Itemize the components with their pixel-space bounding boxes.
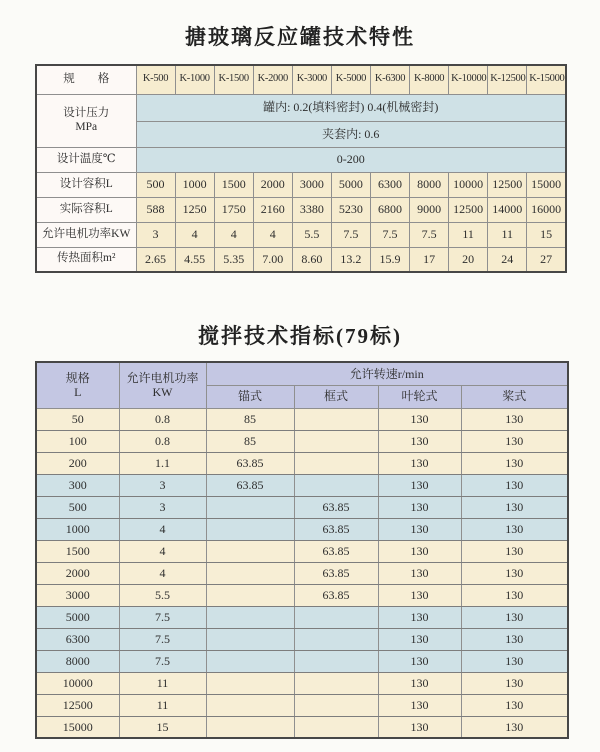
speed-cell: 130 (378, 628, 461, 650)
speed-cell: 130 (461, 518, 568, 540)
speed-cell: 63.85 (294, 562, 378, 584)
speed-cell (206, 562, 294, 584)
spec-cell: 10000 (36, 672, 119, 694)
table-row (36, 247, 566, 272)
speed-cell: 130 (461, 430, 568, 452)
agitator-type-header: 叶轮式 (378, 385, 461, 408)
spec-header-cell: 规 格 (36, 65, 136, 94)
speed-cell: 63.85 (294, 518, 378, 540)
pressure-label-cell: 设计压力 MPa (36, 94, 136, 147)
speed-cell: 63.85 (206, 474, 294, 496)
spec-cell: 6300 (36, 628, 119, 650)
speed-cell: 63.85 (294, 496, 378, 518)
spec-cell: 2000 (36, 562, 119, 584)
table-row (36, 408, 568, 430)
speed-cell (206, 672, 294, 694)
agitator-type-header: 桨式 (461, 385, 568, 408)
speed-cell (206, 650, 294, 672)
value-cell: 3000 (292, 172, 331, 197)
model-header-cell: K-1500 (214, 65, 253, 94)
value-cell: 16000 (527, 197, 566, 222)
speed-cell (206, 606, 294, 628)
power-column-header: 允许电机功率 KW (119, 362, 206, 408)
model-header-cell: K-2000 (253, 65, 292, 94)
value-cell: 12500 (449, 197, 488, 222)
table-row (36, 518, 568, 540)
value-cell: 6800 (370, 197, 409, 222)
speed-cell: 130 (378, 518, 461, 540)
speed-cell: 130 (378, 584, 461, 606)
value-cell: 24 (488, 247, 527, 272)
speed-cell: 130 (461, 584, 568, 606)
speed-cell (206, 540, 294, 562)
value-cell: 1500 (214, 172, 253, 197)
spec-cell: 15000 (36, 716, 119, 738)
model-header-cell: K-8000 (410, 65, 449, 94)
spec-cell: 500 (36, 496, 119, 518)
speed-cell: 130 (378, 430, 461, 452)
speed-cell: 130 (378, 716, 461, 738)
value-cell: 4 (253, 222, 292, 247)
table-row (36, 65, 566, 94)
value-cell: 7.5 (370, 222, 409, 247)
speed-cell (294, 628, 378, 650)
value-cell: 10000 (449, 172, 488, 197)
speed-cell: 130 (461, 606, 568, 628)
speed-cell: 63.85 (206, 452, 294, 474)
speed-cell (294, 672, 378, 694)
power-cell: 4 (119, 540, 206, 562)
spec-cell: 1500 (36, 540, 119, 562)
speed-cell (206, 584, 294, 606)
table-row (36, 584, 568, 606)
table-row (36, 94, 566, 121)
table-row (36, 147, 566, 172)
speed-cell: 85 (206, 408, 294, 430)
value-cell: 13.2 (331, 247, 370, 272)
speed-cell: 130 (378, 474, 461, 496)
power-cell: 3 (119, 474, 206, 496)
agitator-type-header: 框式 (294, 385, 378, 408)
reactor-spec-table (35, 64, 567, 273)
speed-cell: 130 (378, 606, 461, 628)
power-cell: 11 (119, 672, 206, 694)
power-cell: 5.5 (119, 584, 206, 606)
power-cell: 15 (119, 716, 206, 738)
value-cell: 11 (488, 222, 527, 247)
speed-cell: 63.85 (294, 540, 378, 562)
value-cell: 8000 (410, 172, 449, 197)
model-header-cell: K-1000 (175, 65, 214, 94)
speed-cell: 130 (461, 452, 568, 474)
value-cell: 4 (175, 222, 214, 247)
power-cell: 0.8 (119, 430, 206, 452)
value-cell: 500 (136, 172, 175, 197)
speed-cell: 130 (378, 408, 461, 430)
model-header-cell: K-6300 (370, 65, 409, 94)
agitation-table-title: 搅拌技术指标(79标) (198, 324, 402, 348)
value-cell: 15.9 (370, 247, 409, 272)
pressure-jacket-value: 夹套内: 0.6 (136, 121, 566, 147)
speed-cell: 130 (461, 628, 568, 650)
spec-cell: 3000 (36, 584, 119, 606)
spec-cell: 8000 (36, 650, 119, 672)
table-row (36, 172, 566, 197)
agitator-type-header: 锚式 (206, 385, 294, 408)
value-cell: 7.5 (331, 222, 370, 247)
value-cell: 3 (136, 222, 175, 247)
table-row (36, 197, 566, 222)
power-cell: 7.5 (119, 606, 206, 628)
model-header-cell: K-5000 (331, 65, 370, 94)
speed-cell: 130 (461, 672, 568, 694)
value-cell: 7.5 (410, 222, 449, 247)
value-cell: 7.00 (253, 247, 292, 272)
table-row (36, 606, 568, 628)
row-label-cell: 设计容积L (36, 172, 136, 197)
speed-cell (294, 650, 378, 672)
table-row (36, 716, 568, 738)
power-cell: 11 (119, 694, 206, 716)
table-row (36, 540, 568, 562)
speed-cell: 130 (461, 562, 568, 584)
spec-cell: 200 (36, 452, 119, 474)
power-cell: 7.5 (119, 628, 206, 650)
speed-cell (294, 452, 378, 474)
value-cell: 12500 (488, 172, 527, 197)
power-cell: 4 (119, 518, 206, 540)
value-cell: 15000 (527, 172, 566, 197)
value-cell: 1000 (175, 172, 214, 197)
value-cell: 6300 (370, 172, 409, 197)
row-label-cell: 允许电机功率KW (36, 222, 136, 247)
value-cell: 27 (527, 247, 566, 272)
value-cell: 588 (136, 197, 175, 222)
value-cell: 4 (214, 222, 253, 247)
table-row (36, 694, 568, 716)
temperature-value: 0-200 (136, 147, 566, 172)
power-cell: 4 (119, 562, 206, 584)
value-cell: 17 (410, 247, 449, 272)
value-cell: 2000 (253, 172, 292, 197)
table-row (36, 222, 566, 247)
row-label-cell: 传热面积m² (36, 247, 136, 272)
model-header-cell: K-12500 (488, 65, 527, 94)
spec-cell: 300 (36, 474, 119, 496)
value-cell: 8.60 (292, 247, 331, 272)
speed-cell (206, 518, 294, 540)
spec-cell: 12500 (36, 694, 119, 716)
speed-cell (206, 694, 294, 716)
speed-cell: 130 (461, 496, 568, 518)
value-cell: 5.35 (214, 247, 253, 272)
value-cell: 2.65 (136, 247, 175, 272)
value-cell: 4.55 (175, 247, 214, 272)
speed-cell (206, 716, 294, 738)
speed-cell: 130 (378, 540, 461, 562)
value-cell: 2160 (253, 197, 292, 222)
value-cell: 14000 (488, 197, 527, 222)
speed-cell: 130 (461, 474, 568, 496)
speed-cell: 130 (461, 650, 568, 672)
value-cell: 15 (527, 222, 566, 247)
table-row (36, 362, 568, 385)
table-row (36, 650, 568, 672)
speed-cell: 63.85 (294, 584, 378, 606)
value-cell: 1750 (214, 197, 253, 222)
speed-cell: 130 (378, 650, 461, 672)
spec-cell: 100 (36, 430, 119, 452)
model-header-cell: K-500 (136, 65, 175, 94)
speed-cell (206, 628, 294, 650)
model-header-cell: K-10000 (449, 65, 488, 94)
speed-cell: 130 (461, 716, 568, 738)
spec-cell: 50 (36, 408, 119, 430)
value-cell: 5230 (331, 197, 370, 222)
speed-cell (294, 430, 378, 452)
speed-cell: 130 (461, 408, 568, 430)
power-cell: 3 (119, 496, 206, 518)
table-row (36, 672, 568, 694)
speed-cell (294, 716, 378, 738)
speed-cell: 130 (378, 496, 461, 518)
speed-cell (206, 496, 294, 518)
spec-column-header: 规格 L (36, 362, 119, 408)
value-cell: 5.5 (292, 222, 331, 247)
speed-cell: 85 (206, 430, 294, 452)
speed-cell (294, 606, 378, 628)
table-row (36, 452, 568, 474)
speed-cell (294, 408, 378, 430)
power-cell: 0.8 (119, 408, 206, 430)
speed-cell: 130 (461, 694, 568, 716)
value-cell: 3380 (292, 197, 331, 222)
model-header-cell: K-15000 (527, 65, 566, 94)
table-row (36, 562, 568, 584)
temperature-label-cell: 设计温度℃ (36, 147, 136, 172)
row-label-cell: 实际容积L (36, 197, 136, 222)
speed-cell: 130 (378, 672, 461, 694)
value-cell: 20 (449, 247, 488, 272)
table-row (36, 430, 568, 452)
model-header-cell: K-3000 (292, 65, 331, 94)
spec-cell: 5000 (36, 606, 119, 628)
value-cell: 1250 (175, 197, 214, 222)
agitation-spec-table (35, 361, 569, 739)
value-cell: 9000 (410, 197, 449, 222)
power-cell: 7.5 (119, 650, 206, 672)
speed-cell (294, 694, 378, 716)
reactor-table-title: 搪玻璃反应罐技术特性 (185, 25, 415, 49)
table-row (36, 496, 568, 518)
speed-cell: 130 (378, 694, 461, 716)
table-row (36, 628, 568, 650)
value-cell: 11 (449, 222, 488, 247)
speed-cell (294, 474, 378, 496)
speed-cell: 130 (378, 562, 461, 584)
table-row (36, 474, 568, 496)
value-cell: 5000 (331, 172, 370, 197)
spec-cell: 1000 (36, 518, 119, 540)
speed-cell: 130 (378, 452, 461, 474)
speed-cell: 130 (461, 540, 568, 562)
pressure-tank-value: 罐内: 0.2(填料密封) 0.4(机械密封) (136, 94, 566, 121)
speed-group-header: 允许转速r/min (206, 362, 568, 385)
power-cell: 1.1 (119, 452, 206, 474)
